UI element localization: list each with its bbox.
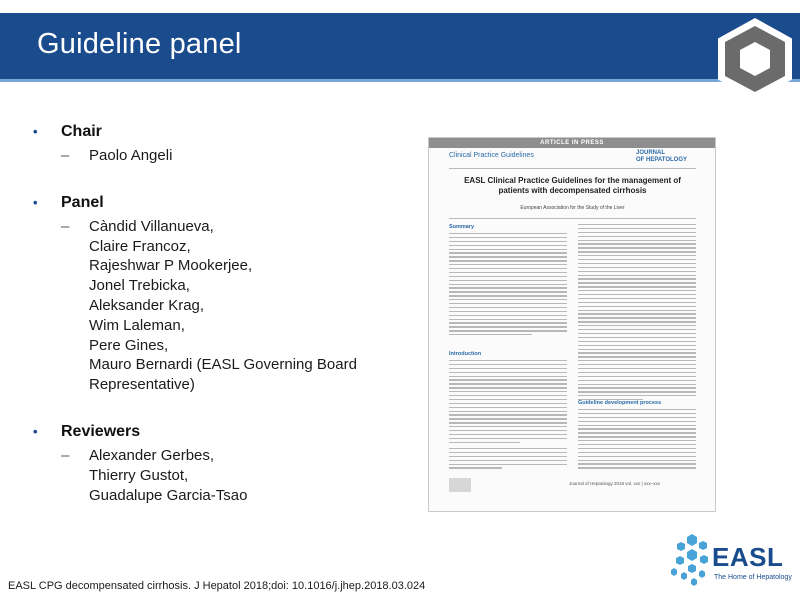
person-name: Alexander Gerbes, [89,446,215,464]
section-label: Panel [61,193,104,211]
divider [449,218,696,219]
names-list [89,146,172,166]
names-list [89,446,247,505]
slide-body [33,123,423,533]
dash-icon: – [61,446,70,464]
person-name: Jonel Trebicka, [89,277,190,295]
section-reviewers [33,423,423,505]
article-association: European Association for the Study of the Liver [520,205,625,211]
summary-heading: Summary [449,224,475,230]
person-name: Claire Francoz, [89,237,191,255]
right-column-text [578,224,696,403]
article-thumbnail [428,137,716,512]
person-name: Càndid Villanueva, [89,217,214,235]
person-name: Mauro Bernardi (EASL Governing Board [89,356,357,374]
dash-icon: – [61,217,70,235]
person-name: Thierry Gustot, [89,466,189,484]
section-label: Reviewers [61,422,141,440]
dash-icon: – [61,147,70,164]
article-section: Clinical Practice Guidelines [449,152,534,159]
person-name: Aleksander Krag, [89,296,205,314]
divider [449,168,696,169]
bullet-icon: • [33,124,38,139]
person-name: Paolo Angeli [89,147,173,164]
article-cite-line: Journal of Hepatology 2018 vol. xxx | xxx–xxx [569,481,660,486]
article-banner: ARTICLE IN PRESS [429,138,715,148]
easl-tagline: The Home of Hepatology [714,574,792,581]
person-name: Pere Gines, [89,336,169,354]
process-heading: Guideline development process [578,400,662,406]
summary-text [449,233,567,338]
title-bar-stripe [0,79,800,82]
easl-logo [670,528,795,590]
intro-heading: Introduction [449,351,482,357]
bullet-icon: • [33,194,38,210]
process-text [578,409,696,471]
slide-title: Guideline panel [37,28,242,60]
source-citation: EASL CPG decompensated cirrhosis. J Hepatol 2018;doi: 10.1016/j.jhep.2018.03.024 [8,580,426,592]
footnote-text [449,448,567,471]
person-name: Representative) [89,376,195,394]
person-name: Wim Laleman, [89,316,185,334]
article-footer [449,478,696,494]
names-list [89,217,357,395]
article-headline: EASL Clinical Practice Guidelines for the management of patients with decompensated cirrhosis [464,176,681,195]
person-name: Rajeshwar P Mookerjee, [89,257,253,275]
hex-dots-icon [670,532,716,588]
intro-text [449,360,567,446]
section-panel [33,194,423,395]
bullet-icon: • [33,423,38,439]
easl-wordmark: EASL [712,542,784,572]
person-name: Guadalupe Garcia-Tsao [89,486,248,504]
publisher-logo [449,478,471,492]
journal-name: JOURNAL OF HEPATOLOGY [636,150,688,163]
section-chair [33,123,423,166]
section-label: Chair [61,123,102,140]
